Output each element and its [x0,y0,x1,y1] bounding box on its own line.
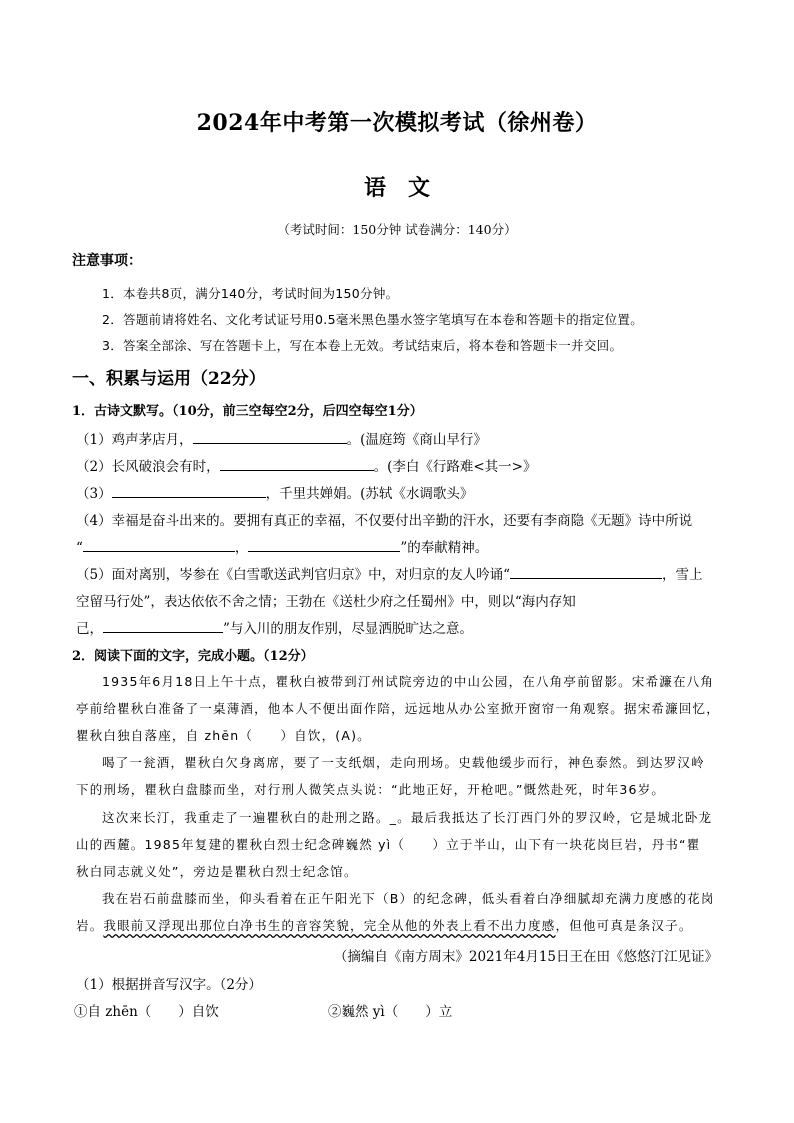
page-title: 2024年中考第一次模拟考试（徐州卷） [196,110,598,136]
q1-line-2 [76,455,536,475]
q1-line-8-pre: 己， [76,621,103,637]
passage-p3-line-2: 山的西麓。1985年复建的瞿秋白烈士纪念碑巍然 yì（ ）立于半山，山下有一块花岗巨岩，丹书“瞿 [76,837,701,852]
passage-p4-line-2-pre: 岩。 [76,918,104,933]
passage-p2-line-2: 下的刑场，瞿秋白盘膝而坐，对行刑人微笑点头说：“此地正好，开枪吧。”慨然赴死，时年36岁。 [76,782,666,797]
q1-line-5-mid: ， [234,540,249,556]
passage-p4-line-1: 我在岩石前盘膝而坐，仰头看着在正午阳光下（B）的纪念碑，低头看着白净细腻却充满力度感的花岗 [102,891,715,906]
q1-line-4: （4）幸福是奋斗出来的。要拥有真正的幸福，不仅要付出辛勤的汗水，还要有李商隐《无题》诗中所说 [76,513,693,529]
answer-blank-5[interactable] [248,537,400,552]
subject-title: 语文 [363,175,452,201]
sub-question-1-a: ①自 zhēn（ ）自饮 [74,1004,219,1020]
q1-line-2-pre: （2）长风破浪会有时， [76,459,220,475]
answer-blank-4[interactable] [83,537,235,552]
q1-line-5-pre: “ [76,540,83,556]
notice-heading: 注意事项： [72,253,142,269]
question-2-heading: 2．阅读下面的文字，完成小题。（12分） [72,649,314,664]
passage-p3-line-3: 秋白同志就义处”，旁边是瞿秋白烈士纪念馆。 [76,864,358,879]
q1-line-1-post: 。(温庭筠《商山早行》 [346,432,487,448]
answer-blank-3[interactable] [112,483,266,498]
passage-p4-line-2 [76,916,693,934]
q1-line-3 [76,482,473,502]
passage-p4-line-2-post: ，但他可真是条汉子。 [555,918,693,933]
q1-line-8 [76,617,473,637]
notice-item-1: 1．本卷共8页，满分140分，考试时间为150分钟。 [102,286,399,301]
sub-question-1: （1）根据拼音写汉字。（2分） [76,977,262,993]
answer-blank-7[interactable] [103,618,223,633]
q1-line-6 [76,563,703,583]
passage-p2-line-1: 喝了一瓮酒，瞿秋白欠身离席，要了一支纸烟，走向刑场。史载他缓步而行，神色泰然。到达罗汉岭 [102,755,705,770]
q1-line-6-post: ，雪上 [662,567,703,583]
exam-info: （考试时间：150分钟 试卷满分：140分） [277,222,517,237]
notice-item-3: 3．答案全部涂、写在答题卡上，写在本卷上无效。考试结束后，将本卷和答题卡一并交回。 [102,338,623,353]
q1-line-1-pre: （1）鸡声茅店月， [76,432,193,448]
q1-line-5-post: ”的奉献精神。 [400,540,489,556]
wavy-underlined-sentence: 我眼前又浮现出那位白净书生的音容笑貌，完全从他的外表上看不出力度感 [103,918,556,933]
passage-p1-line-1: 1935年6月18日上午十点，瞿秋白被带到汀州试院旁边的中山公园，在八角亭前留影。宋希濂在八角 [102,674,715,689]
passage-p3-line-1: 这次来长汀，我重走了一遍瞿秋白的赴刑之路。_。最后我抵达了长汀西门外的罗汉岭，它是城北卧龙 [102,810,713,825]
q1-line-2-post: 。(李白《行路难<其一>》 [373,459,537,475]
notice-item-2: 2．答题前请将姓名、文化考试证号用0.5毫米黑色墨水签字笔填写在本卷和答题卡的指定位置。 [102,312,644,327]
answer-blank-6[interactable] [510,564,662,579]
section-heading: 一、积累与运用（22分） [72,369,266,389]
q1-line-3-post: ，千里共婵娟。(苏轼《水调歌头》 [265,486,474,502]
q1-line-8-post: ”与入川的朋友作别，尽显洒脱旷达之意。 [223,621,473,637]
passage-p1-line-2: 亭前给瞿秋白准备了一桌薄酒，他本人不便出面作陪，远远地从办公室掀开窗帘一角观察。据宋希濂回忆， [76,701,720,716]
question-1-heading: 1．古诗文默写。（10分，前三空每空2分，后四空每空1分） [72,404,423,419]
q1-line-7: 空留马行处”，表达依依不舍之情；王勃在《送杜少府之任蜀州》中，则以“海内存知 [76,594,576,610]
q1-line-1 [76,428,487,448]
passage-source: （摘编自《南方周末》2021年4月15日王在田《悠悠汀江见证》 [333,949,718,965]
passage-p1-line-3: 瞿秋白独自落座，自 zhēn（ ）自饮，(A)。 [76,728,371,743]
q1-line-5 [76,536,488,556]
q1-line-6-pre: （5）面对离别，岑参在《白雪歌送武判官归京》中，对归京的友人吟诵“ [76,567,510,583]
q1-line-3-pre: （3） [76,486,112,502]
answer-blank-1[interactable] [193,429,347,444]
answer-blank-2[interactable] [220,456,374,471]
sub-question-1-b: ②巍然 yì（ ）立 [328,1004,453,1020]
